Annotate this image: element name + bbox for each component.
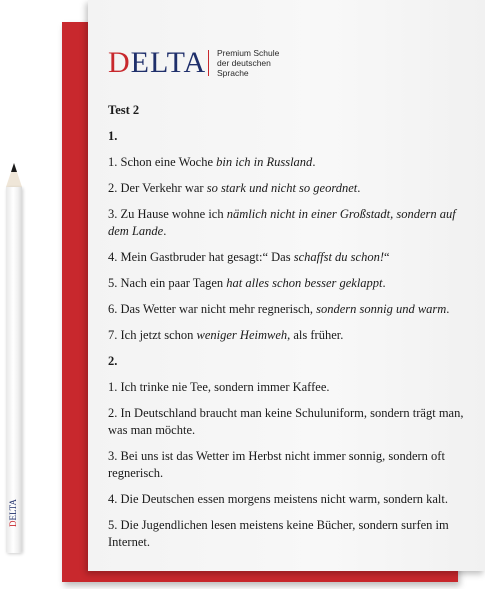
item-italic-text: bin ich in Russland <box>216 155 313 169</box>
section-2-list <box>108 379 478 551</box>
section-1-item <box>108 275 478 292</box>
item-italic-text: weniger Heimweh <box>196 328 288 342</box>
item-trailing-text: . <box>163 224 167 238</box>
item-italic-text: sondern sonnig und warm <box>316 302 447 316</box>
section-1-item <box>108 301 478 318</box>
logo-word-rest: ELTA <box>130 46 207 79</box>
section-2-item: 1. Ich trinke nie Tee, sondern immer Kaffee. <box>108 380 330 394</box>
item-trailing-text: . <box>446 302 450 316</box>
section-1-list <box>108 154 478 344</box>
section-1-item <box>108 180 478 197</box>
pencil-body <box>6 187 22 553</box>
section-2-item: 5. Die Jugendlichen lesen meistens keine Bücher, sondern surfen im Internet. <box>108 518 449 549</box>
item-plain-text: 4. Mein Gastbruder hat gesagt:“ Das <box>108 250 294 264</box>
item-trailing-text: , als früher. <box>287 328 344 342</box>
item-plain-text: 3. Zu Hause wohne ich <box>108 207 227 221</box>
pencil-logo-word: DELTA <box>8 499 18 527</box>
item-plain-text: 6. Das Wetter war nicht mehr regnerisch, <box>108 302 317 316</box>
item-trailing-text: . <box>357 181 361 195</box>
pencil-logo <box>8 497 20 567</box>
test-title: Test 2 <box>108 103 140 117</box>
logo-tagline <box>217 48 279 78</box>
section-2-number: 2. <box>108 354 118 368</box>
logo-tagline-line-2: der deutschen <box>217 58 271 68</box>
section-1-item <box>108 327 478 344</box>
worksheet-content <box>108 102 478 560</box>
section-2-item: 4. Die Deutschen essen morgens meistens nicht warm, sondern kalt. <box>108 492 448 506</box>
pencil <box>6 163 22 553</box>
item-trailing-text: . <box>382 276 386 290</box>
pencil-lead <box>11 163 17 172</box>
item-plain-text: 2. Der Verkehr war <box>108 181 207 195</box>
item-trailing-text: “ <box>384 250 390 264</box>
section-1-item <box>108 249 478 266</box>
item-trailing-text: . <box>312 155 316 169</box>
section-2-item: 2. In Deutschland braucht man keine Schuluniform, sondern trägt man, was man möchte. <box>108 406 464 437</box>
section-1-number: 1. <box>108 129 118 143</box>
item-plain-text: 7. Ich jetzt schon <box>108 328 197 342</box>
section-2-item: 3. Bei uns ist das Wetter im Herbst nicht immer sonnig, sondern oft regnerisch. <box>108 449 445 480</box>
logo-divider <box>208 50 209 76</box>
logo-wordmark <box>108 46 206 80</box>
item-italic-text: schaffst du schon! <box>293 250 384 264</box>
section-1-item <box>108 206 478 240</box>
item-italic-text: nämlich nicht in einer Großstadt, sondern auf dem Lande <box>108 207 456 238</box>
section-1-item <box>108 154 478 171</box>
item-plain-text: 1. Schon eine Woche <box>108 155 217 169</box>
logo-tagline-line-1: Premium Schule <box>217 48 280 58</box>
item-plain-text: 5. Nach ein paar Tagen <box>108 276 227 290</box>
logo-letter-d: D <box>108 46 131 79</box>
item-italic-text: so stark und nicht so geordnet <box>206 181 358 195</box>
item-italic-text: hat alles schon besser geklappt <box>226 276 383 290</box>
logo-tagline-line-3: Sprache <box>217 68 249 78</box>
